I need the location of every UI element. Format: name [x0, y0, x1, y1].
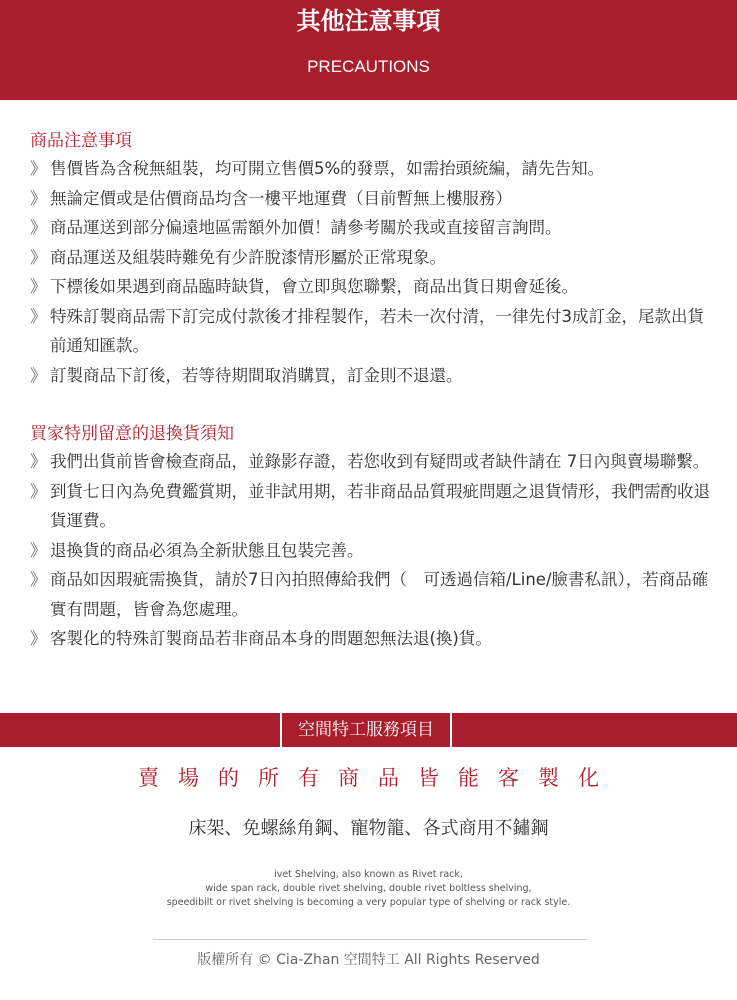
section-title: 買家特別留意的退換貨須知 [30, 424, 234, 444]
english-line: speedibilt or rivet shelving is becoming a very popular type of shelving or rack style. [166, 897, 571, 908]
list-item [30, 213, 720, 243]
bullet-marker: 》 [30, 540, 47, 560]
list-item [30, 624, 720, 654]
bullet-marker: 》 [30, 277, 47, 296]
list-item-text: 客製化的特殊訂製商品若非商品本身的問題恕無法退(換)貨。 [50, 629, 492, 648]
bullet-marker: 》 [30, 481, 47, 501]
copyright-text: 版權所有 © Cia-Zhan 空間特工 All Rights Reserved [197, 952, 540, 968]
list-item [30, 536, 720, 566]
customization-headline: 賣場的所有商品皆能客製化 [138, 766, 618, 790]
list-item-text: 到貨七日內為免費鑑賞期，並非試用期，若非商品品質瑕疵問題之退貨情形，我們需酌收退貨運費。 [50, 481, 710, 530]
return-notes-section [30, 421, 720, 654]
list-item [30, 243, 720, 273]
english-line: ivet Shelving, also known as Rivet rack, [274, 869, 463, 880]
bullet-marker: 》 [30, 306, 47, 326]
list-item [30, 477, 720, 536]
header-banner [0, 0, 737, 100]
english-description [0, 868, 737, 910]
list-item-text: 特殊訂製商品需下訂完成付款後才排程製作，若未一次付清，一律先付3成訂金，尾款出貨前通知匯款。 [50, 306, 704, 355]
list-item [30, 447, 720, 477]
bullet-marker: 》 [30, 247, 47, 267]
list-item-text: 商品運送到部分偏遠地區需額外加價！請參考關於我或直接留言詢問。 [50, 218, 562, 237]
bullet-marker: 》 [30, 365, 47, 385]
services-band-title: 空間特工服務項目 [280, 713, 452, 747]
list-item-text: 訂製商品下訂後，若等待期間取消購買，訂金則不退還。 [50, 365, 463, 385]
list-item [30, 184, 720, 214]
bullet-marker: 》 [30, 629, 47, 648]
list-item-text: 售價皆為含稅無組裝，均可開立售價5%的發票，如需抬頭統編，請先告知。 [50, 159, 605, 178]
list-item [30, 272, 720, 302]
product-types: 床架、免螺絲角鋼、寵物籠、各式商用不鏽鋼 [188, 818, 549, 839]
list-item-text: 我們出貨前皆會檢查商品，並錄影存證，若您收到有疑問或者缺件請在 7日內與賣場聯繫。 [50, 452, 710, 471]
bullet-marker: 》 [30, 452, 47, 471]
english-line: wide span rack, double rivet shelving, double rivet boltless shelving, [205, 883, 532, 894]
page-title: 其他注意事項 [296, 7, 441, 35]
list-item-text: 下標後如果遇到商品臨時缺貨，會立即與您聯繫，商品出貨日期會延後。 [50, 277, 578, 296]
footer-divider [153, 939, 587, 940]
list-item [30, 302, 720, 361]
product-notes-list [30, 154, 720, 390]
list-item [30, 565, 720, 624]
list-item-text: 退換貨的商品必須為全新狀態且包裝完善。 [50, 540, 364, 560]
list-item-text: 無論定價或是估價商品均含一樓平地運費（目前暫無上樓服務） [50, 188, 512, 208]
services-band [0, 713, 737, 747]
list-item [30, 361, 720, 391]
product-notes-section [30, 128, 720, 390]
page-subtitle: PRECAUTIONS [307, 57, 430, 76]
bullet-marker: 》 [30, 218, 47, 237]
return-notes-list [30, 447, 720, 654]
list-item-text: 商品運送及組裝時難免有少許脫漆情形屬於正常現象。 [50, 247, 446, 267]
bullet-marker: 》 [30, 570, 47, 589]
section-title: 商品注意事項 [30, 131, 132, 151]
list-item-text: 商品如因瑕疵需換貨，請於7日內拍照傳給我們（ 可透過信箱/Line/臉書私訊），若商品確實有問題，皆會為您處理。 [50, 570, 709, 619]
list-item [30, 154, 720, 184]
bullet-marker: 》 [30, 159, 47, 178]
bullet-marker: 》 [30, 188, 47, 208]
